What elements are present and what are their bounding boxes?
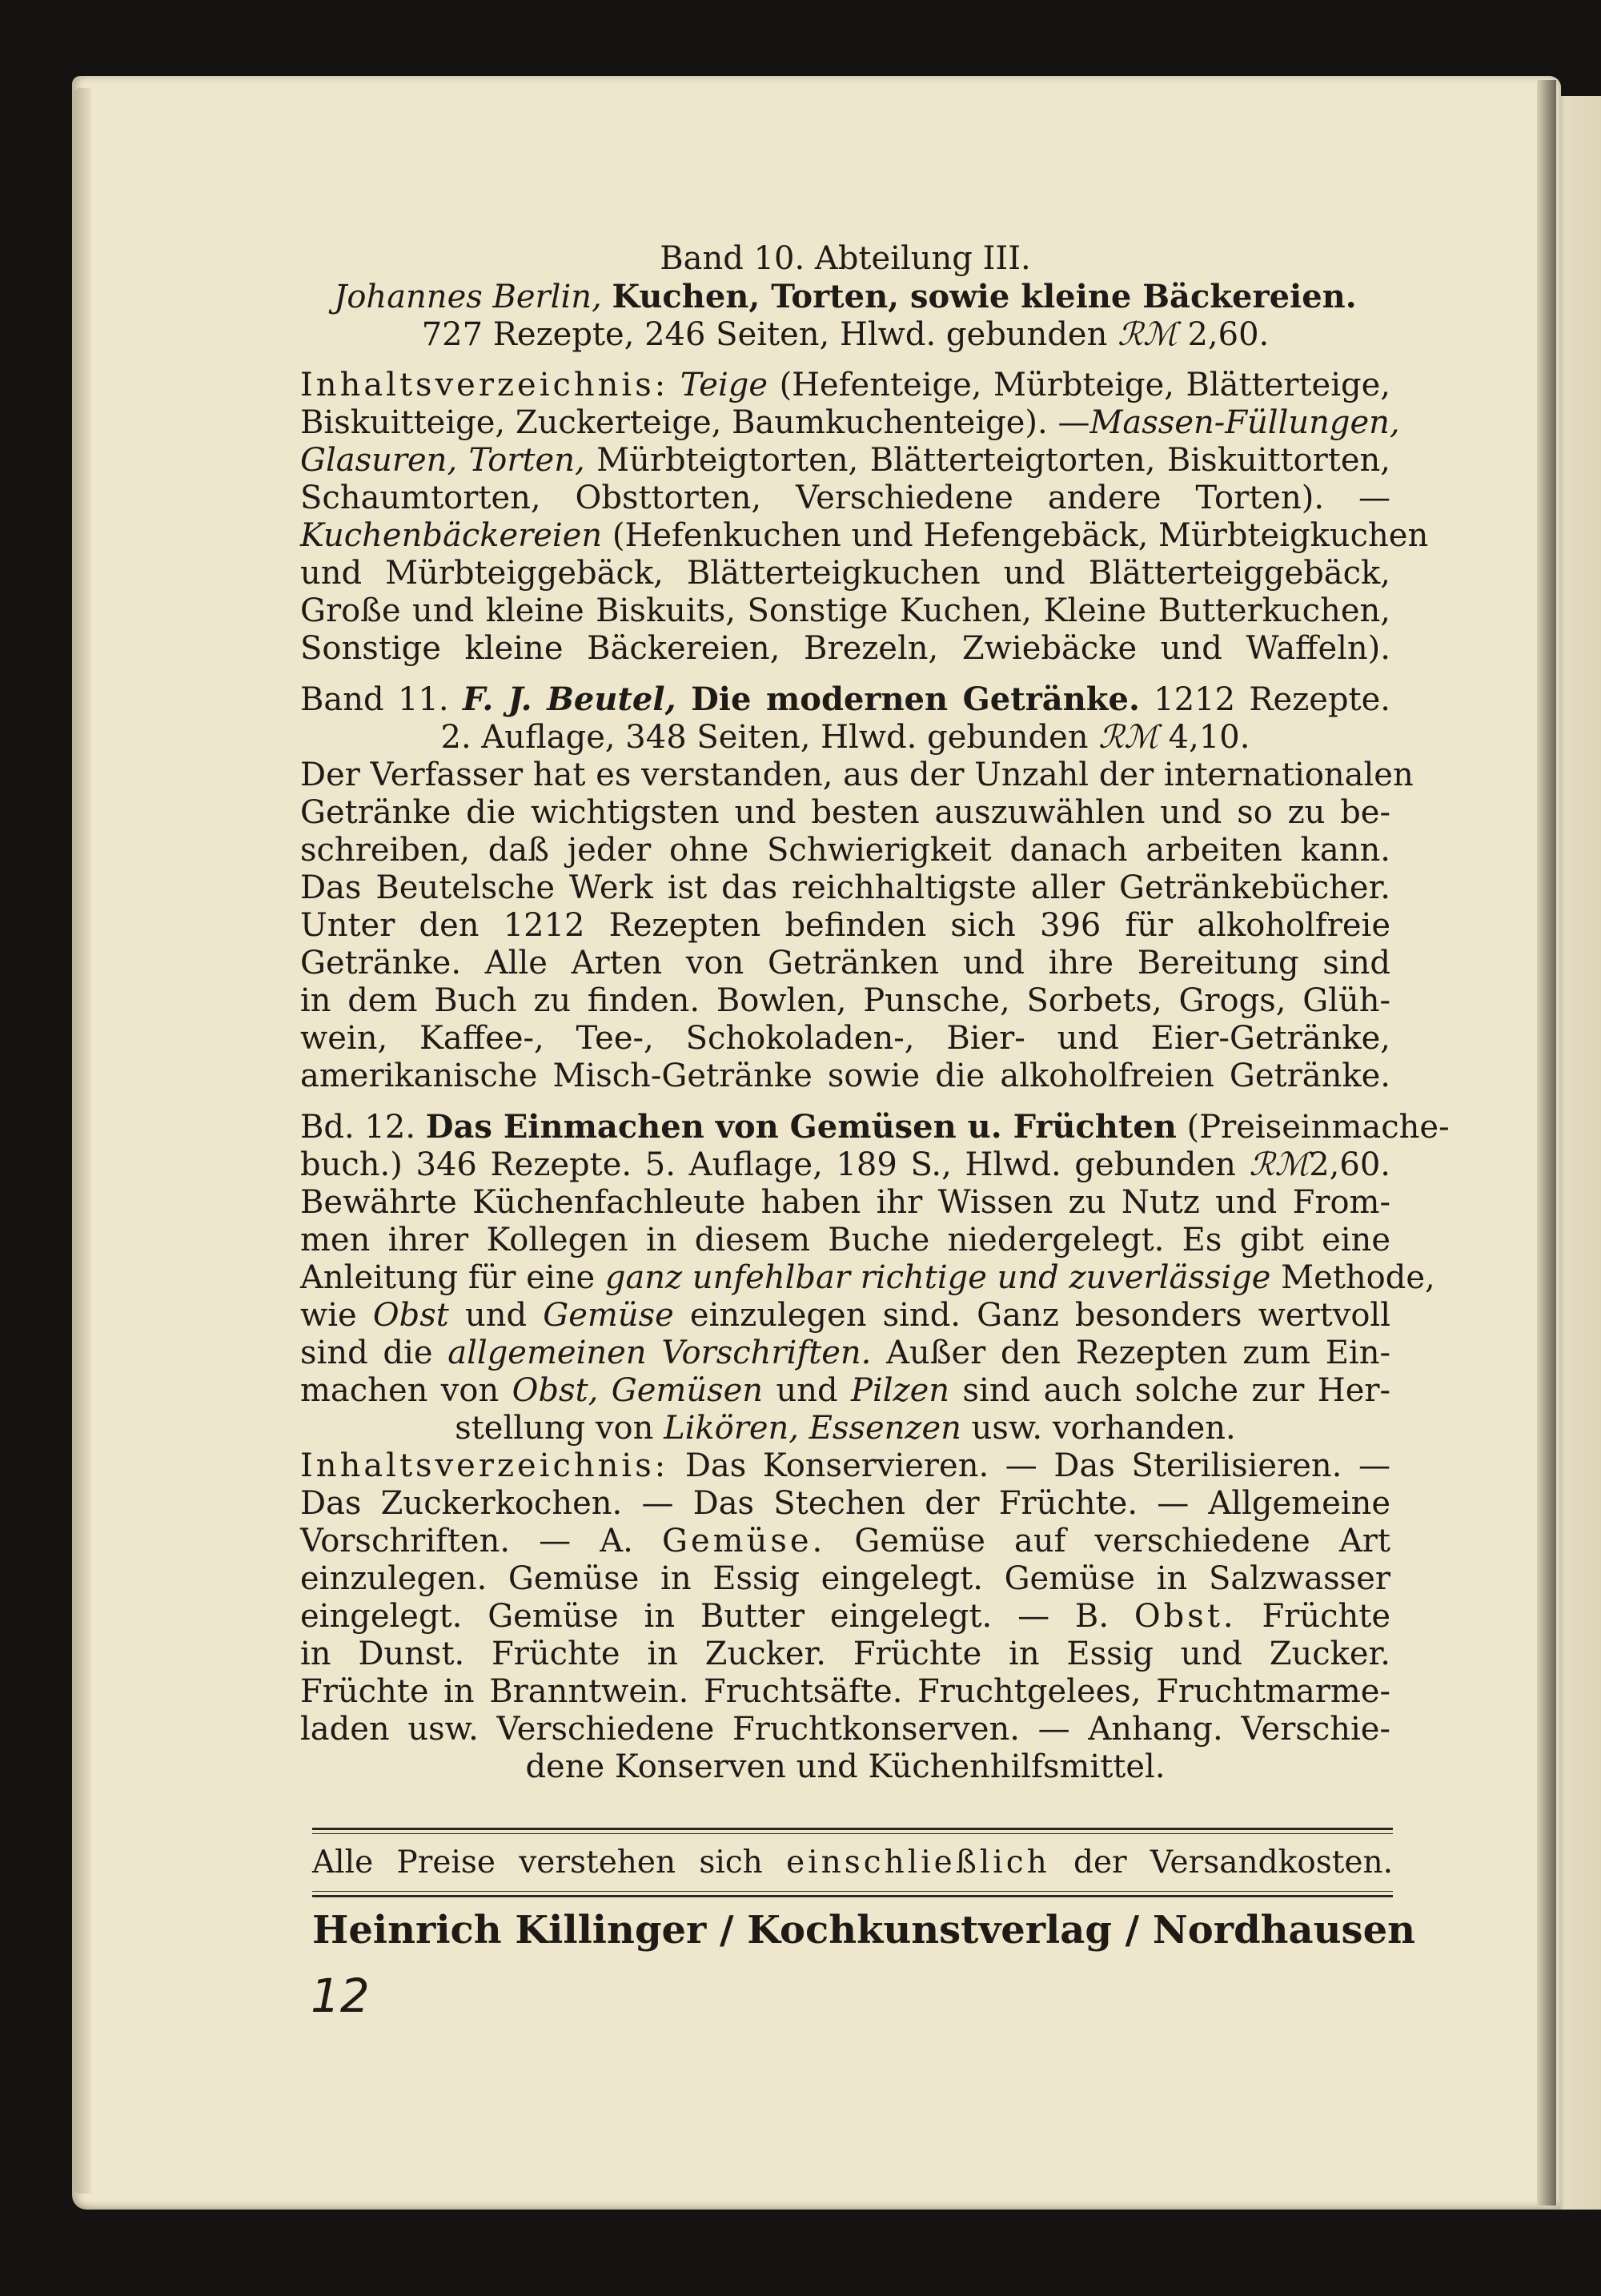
desc-text: Anleitung für eine	[300, 1259, 605, 1296]
desc-text: sind die	[300, 1335, 448, 1371]
desc-emphasis: ganz unfehlbar richtige und zuverlässige	[604, 1259, 1271, 1296]
band10-toc-line-4: Schaumtorten, Obsttorten, Verschiedene andere Torten). —	[300, 480, 1390, 516]
divider-rule	[312, 1833, 1393, 1834]
band10-toc-line-2	[300, 404, 1400, 442]
band11-recipe-count: 1212 Rezepte.	[1139, 681, 1391, 718]
band12-meta-text: buch.) 346 Rezepte. 5. Auflage, 189 S., Hlwd. gebunden	[300, 1146, 1250, 1183]
gutter-shadow	[1537, 80, 1556, 2206]
band12-toc-line: laden usw. Verschiedene Fruchtkonserven. — Anhang. Verschie-	[300, 1711, 1390, 1748]
desc-text: Methode,	[1270, 1259, 1435, 1296]
band11-desc-line: Getränke die wichtigsten und besten auszuwählen und so zu be-	[300, 794, 1390, 831]
band12-desc-line: Bewährte Küchenfachleute haben ihr Wissen zu Nutz und From-	[300, 1184, 1390, 1221]
band10-meta-text: 727 Rezepte, 246 Seiten, Hlwd. gebunden	[421, 316, 1118, 353]
band12-toc-line: in Dunst. Früchte in Zucker. Früchte in Essig und Zucker.	[300, 1636, 1390, 1672]
band12-desc-line: men ihrer Kollegen in diesem Buche niedergelegt. Es gibt eine	[300, 1222, 1390, 1258]
band10-toc-text-1: (Hefenteige, Mürbteige, Blätterteige,	[768, 367, 1390, 403]
band10-toc-text-5: (Hefenkuchen und Hefengebäck, Mürbteigkuchen	[602, 517, 1429, 554]
page-stack-edge	[74, 88, 91, 2194]
band11-author: F. J. Beutel,	[462, 680, 676, 718]
desc-text: und	[763, 1372, 852, 1409]
band12-desc-line	[300, 1259, 1435, 1297]
currency-symbol: ℛℳ	[1098, 719, 1158, 756]
band10-price: 2,60.	[1177, 316, 1270, 353]
divider-rule	[312, 1895, 1393, 1897]
band10-toc-line-6: und Mürbteiggebäck, Blätterteigkuchen und Blätterteiggebäck,	[300, 555, 1390, 592]
band12-title: Das Einmachen von Gemüsen u. Früchten	[425, 1108, 1177, 1146]
band12-toc-label: Inhaltsverzeichnis:	[300, 1447, 669, 1484]
band10-title-line	[300, 278, 1390, 316]
band10-toc-text-2: Biskuitteige, Zuckerteige, Baumkuchenteige). —	[300, 404, 1090, 441]
band10-title: Kuchen, Torten, sowie kleine Bäckereien.	[612, 278, 1357, 315]
prices-note	[312, 1843, 1393, 1883]
desc-text: usw. vorhanden.	[961, 1410, 1236, 1447]
band10-author: Johannes Berlin,	[334, 279, 602, 315]
band10-toc-teige: Teige	[680, 367, 768, 403]
band12-toc-line: Früchte in Branntwein. Fruchtsäfte. Fruchtgelees, Fruchtmarme-	[300, 1673, 1390, 1710]
desc-text: sind auch solche zur Her-	[949, 1372, 1390, 1409]
desc-text: wie	[300, 1297, 373, 1334]
prices-text: der Versandkosten.	[1049, 1844, 1393, 1881]
band10-toc-massen: Massen-Füllungen,	[1089, 404, 1400, 441]
prices-emphasis: einschließlich	[786, 1844, 1050, 1881]
band12-desc-line	[300, 1410, 1390, 1447]
band10-toc-text-3: Mürbteigtorten, Blätterteigtorten, Biskuittorten,	[584, 442, 1390, 479]
band12-desc-line	[300, 1335, 1390, 1372]
band11-title: Die modernen Getränke.	[676, 680, 1140, 718]
band10-toc-line-5	[300, 517, 1429, 555]
band12-toc-line	[300, 1598, 1390, 1636]
band12-desc-line	[300, 1372, 1390, 1410]
band12-title-line	[300, 1108, 1450, 1146]
band11-desc-line: in dem Buch zu finden. Bowlen, Punsche, Sorbets, Grogs, Glüh-	[300, 982, 1390, 1019]
prices-text: Alle Preise verstehen sich	[312, 1844, 787, 1881]
desc-emphasis: Pilzen	[851, 1372, 950, 1409]
toc-text: Das Konservieren. — Das Sterilisieren. —	[668, 1447, 1390, 1484]
band12-subtitle: (Preiseinmache-	[1176, 1109, 1450, 1146]
band11-desc-line: Getränke. Alle Arten von Getränken und ihre Bereitung sind	[300, 945, 1390, 981]
toc-text: Gemüse auf verschiedene Art	[825, 1523, 1390, 1559]
band11-meta	[300, 719, 1390, 757]
toc-text: eingelegt. Gemüse in Butter eingelegt. — B.	[300, 1598, 1134, 1635]
desc-text: machen von	[300, 1372, 512, 1409]
band10-heading: Band 10. Abteilung III.	[660, 240, 1031, 277]
divider-rule	[312, 1828, 1393, 1830]
toc-text: Früchte	[1236, 1598, 1390, 1635]
toc-text: Vorschriften. — A.	[300, 1523, 663, 1559]
band11-desc-line: amerikanische Misch-Getränke sowie die alkoholfreien Getränke.	[300, 1058, 1390, 1094]
desc-emphasis: Obst, Gemüsen	[512, 1372, 764, 1409]
band10-toc-label: Inhaltsverzeichnis:	[300, 367, 669, 403]
band10-toc-line-7: Große und kleine Biskuits, Sonstige Kuchen, Kleine Butterkuchen,	[300, 592, 1390, 629]
divider-rule	[312, 1891, 1393, 1892]
desc-text: Außer den Rezepten zum Ein-	[871, 1335, 1390, 1371]
band12-entry	[300, 1108, 1450, 1786]
band11-desc-line: wein, Kaffee-, Tee-, Schokoladen-, Bier- und Eier-Getränke,	[300, 1020, 1390, 1057]
page-content	[300, 240, 1450, 1786]
band12-desc-line	[300, 1297, 1390, 1335]
band10-entry	[300, 240, 1429, 668]
band10-meta	[300, 316, 1390, 354]
band12-label: Bd. 12.	[300, 1109, 426, 1146]
desc-emphasis: Obst	[372, 1297, 449, 1334]
page-number: 12	[311, 1969, 370, 2023]
desc-text: und	[448, 1297, 544, 1334]
desc-emphasis: allgemeinen Vorschriften.	[447, 1335, 872, 1371]
band12-toc-line: einzulegen. Gemüse in Essig eingelegt. Gemüse in Salzwasser	[300, 1560, 1390, 1597]
band12-toc-line: dene Konserven und Küchenhilfsmittel.	[525, 1748, 1166, 1785]
band11-label: Band 11.	[300, 681, 463, 718]
band11-desc-line: schreiben, daß jeder ohne Schwierigkeit danach arbeiten kann.	[300, 832, 1390, 869]
band12-meta	[300, 1146, 1390, 1184]
currency-symbol: ℛℳ	[1249, 1146, 1310, 1183]
band12-toc-line: Das Zuckerkochen. — Das Stechen der Früchte. — Allgemeine	[300, 1485, 1390, 1522]
band10-toc-line-1	[300, 367, 1390, 404]
band12-toc-line	[300, 1523, 1390, 1560]
band10-toc-kuchenbaeckereien: Kuchenbäckereien	[300, 517, 603, 554]
desc-text: stellung von	[455, 1410, 664, 1447]
desc-emphasis: Likören, Essenzen	[664, 1410, 961, 1447]
band11-desc-line: Der Verfasser hat es verstanden, aus der Unzahl der internationalen	[300, 757, 1414, 793]
band11-title-line	[300, 680, 1390, 719]
band12-price: 2,60.	[1309, 1146, 1390, 1183]
band10-toc-line-3	[300, 442, 1390, 480]
band10-toc-line-8: Sonstige kleine Bäckereien, Brezeln, Zwiebäcke und Waffeln).	[300, 630, 1390, 667]
currency-symbol: ℛℳ	[1117, 316, 1178, 353]
band11-meta-text: 2. Auflage, 348 Seiten, Hlwd. gebunden	[440, 719, 1099, 756]
band11-entry	[300, 680, 1414, 1095]
toc-section-obst: Obst.	[1134, 1598, 1237, 1635]
toc-section-gemuese: Gemüse.	[662, 1523, 826, 1559]
band12-toc-line	[300, 1447, 1390, 1485]
band11-desc-line: Das Beutelsche Werk ist das reichhaltigste aller Getränkebücher.	[300, 869, 1390, 906]
band11-desc-line: Unter den 1212 Rezepten befinden sich 396 für alkoholfreie	[300, 907, 1390, 944]
desc-text: einzulegen sind. Ganz besonders wertvoll	[673, 1297, 1390, 1334]
desc-emphasis: Gemüse	[543, 1297, 674, 1334]
publisher-line: Heinrich Killinger / Kochkunstverlag / Nordhausen	[312, 1908, 1416, 1953]
band11-price: 4,10.	[1158, 719, 1250, 756]
band10-toc-glasuren: Glasuren, Torten,	[300, 442, 585, 479]
